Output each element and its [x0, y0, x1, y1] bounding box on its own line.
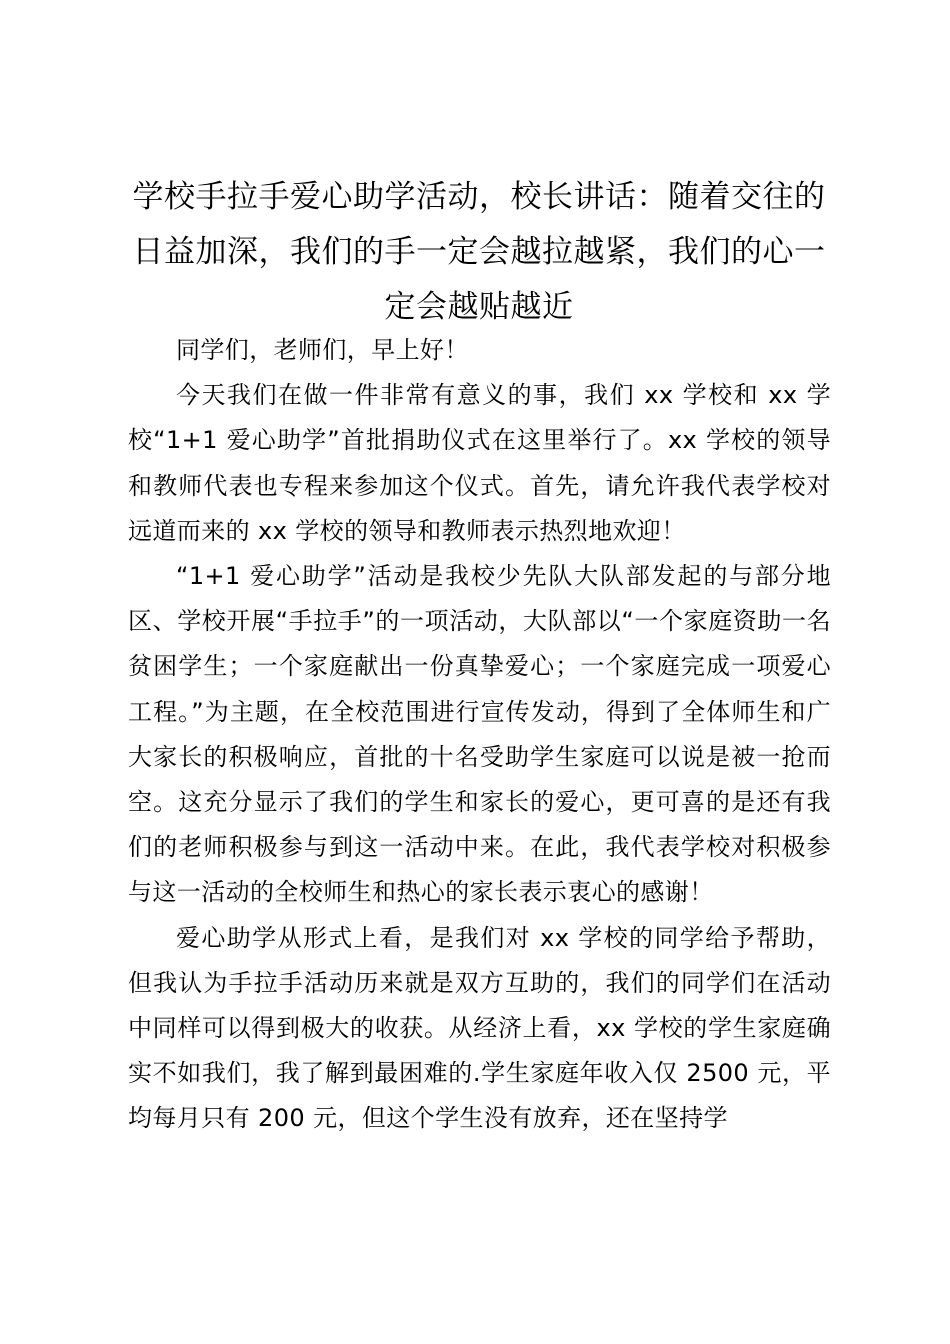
paragraph-ceremony: 今天我们在做一件非常有意义的事，我们 xx 学校和 xx 学校“1+1 爱心助学”首批捐助仪式在这里举行了。xx 学校的领导和教师代表也专程来参加这个仪式。首先，请允许我代表学校对远道而来的 xx 学校的领导和教师表示热烈地欢迎！ [128, 381, 831, 545]
paragraph-activity: “1+1 爱心助学”活动是我校少先队大队部发起的与部分地区、学校开展“手拉手”的一项活动，大队部以“一个家庭资助一名贫困学生；一个家庭献出一份真挚爱心；一个家庭完成一项爱心工程。”为主题，在全校范围进行宣传发动，得到了全体师生和广大家长的积极响应，首批的十名受助学生家庭可以说是被一抢而空。这充分显示了我们的学生和家长的爱心，更可喜的是还有我们的老师积极参与到这一活动中来。在此，我代表学校对积极参与这一活动的全校师生和热心的家长表示衷心的感谢！ [128, 562, 831, 907]
document-title: 学校手拉手爱心助学活动，校长讲话：随着交往的日益加深，我们的手一定会越拉越紧，我们的心一定会越贴越近 [132, 179, 826, 325]
paragraph-mutual-help: 爱心助学从形式上看，是我们对 xx 学校的同学给予帮助，但我认为手拉手活动历来就是双方互助的，我们的同学们在活动中同样可以得到极大的收获。从经济上看，xx 学校的学生家庭确实不如我们，我了解到最困难的.学生家庭年收入仅 2500 元，平均每月只有 200 元，但这个学生没有放弃，还在坚持学 [128, 923, 831, 1133]
document-body [128, 328, 831, 1142]
paragraph-greeting: 同学们，老师们，早上好！ [176, 336, 469, 364]
